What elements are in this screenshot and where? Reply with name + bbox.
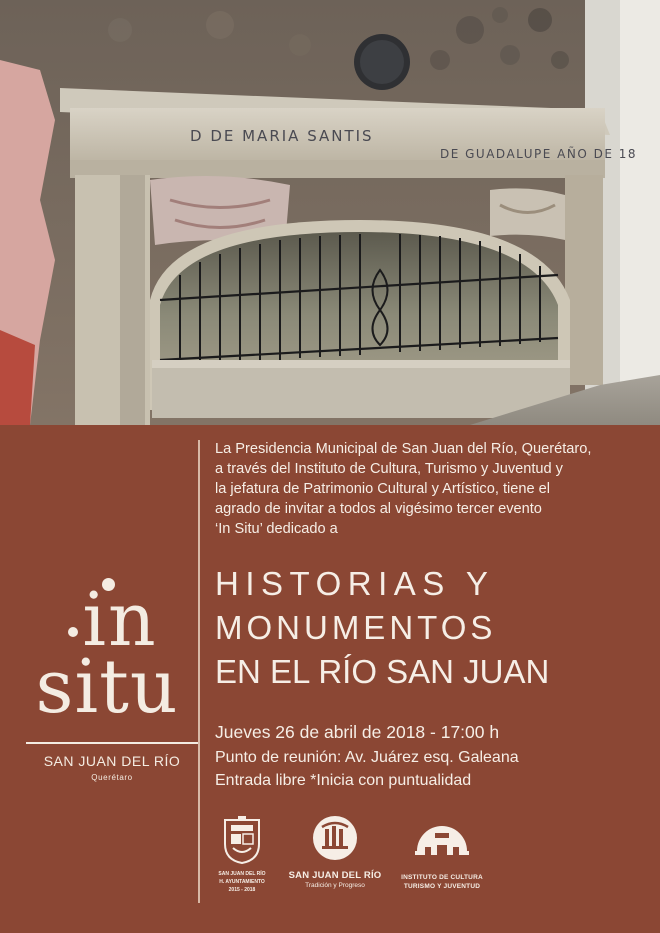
invitation-text xyxy=(215,439,650,539)
intro-line: ‘In Situ’ dedicado a xyxy=(215,521,338,537)
intro-line: a través del Instituto de Cultura, Turismo y Juventud y xyxy=(215,461,563,477)
municipio-line3: 2015 - 2018 xyxy=(228,887,256,893)
event-date: Jueves 26 de abril de 2018 - 17:00 h xyxy=(215,722,500,742)
municipio-line2: H. AYUNTAMIENTO xyxy=(219,879,265,885)
inscription-left: D DE MARIA SANTIS xyxy=(190,127,374,145)
event-details xyxy=(215,718,519,792)
intro-line: agrado de invitar a todos al vigésimo tercer evento xyxy=(215,501,542,517)
instituto-line2: TURISMO Y JUVENTUD xyxy=(403,883,481,890)
title-line-2: MONUMENTOS xyxy=(215,609,497,646)
brand-state: Querétaro xyxy=(91,773,133,782)
city-emblem-icon xyxy=(312,815,358,861)
brand-divider xyxy=(26,742,198,744)
brand-period xyxy=(68,627,78,637)
title-line-1: HISTORIAS Y xyxy=(215,565,495,602)
event-title xyxy=(215,562,549,694)
municipio-logo xyxy=(212,816,272,893)
brand-situ: situ xyxy=(35,644,179,730)
intro-line: la jefatura de Patrimonio Cultural y Artístico, tiene el xyxy=(215,481,551,497)
coat-of-arms-icon xyxy=(222,816,262,864)
fountain-photo-illustration xyxy=(0,0,660,425)
brand-city: SAN JUAN DEL RÍO xyxy=(43,753,181,769)
instituto-logo xyxy=(397,815,487,890)
monument-photo xyxy=(0,0,660,425)
entry-note: Entrada libre *Inicia con puntualidad xyxy=(215,772,472,789)
city-logo xyxy=(280,815,390,889)
instituto-building-icon xyxy=(413,815,471,867)
vertical-divider xyxy=(198,440,200,903)
municipio-line1: SAN JUAN DEL RÍO xyxy=(218,871,266,877)
meeting-point: Punto de reunión: Av. Juárez esq. Galeana xyxy=(215,749,519,766)
intro-line: La Presidencia Municipal de San Juan del Río, Querétaro, xyxy=(215,441,592,457)
city-name: SAN JUAN DEL RÍO xyxy=(288,870,382,881)
instituto-line1: INSTITUTO DE CULTURA xyxy=(401,874,483,881)
brand-in-text: in xyxy=(82,577,158,663)
city-tagline: Tradición y Progreso xyxy=(305,882,365,889)
inscription-right: DE GUADALUPE AÑO DE 18 xyxy=(440,147,638,161)
title-line-3: EN EL RÍO SAN JUAN xyxy=(215,653,550,690)
